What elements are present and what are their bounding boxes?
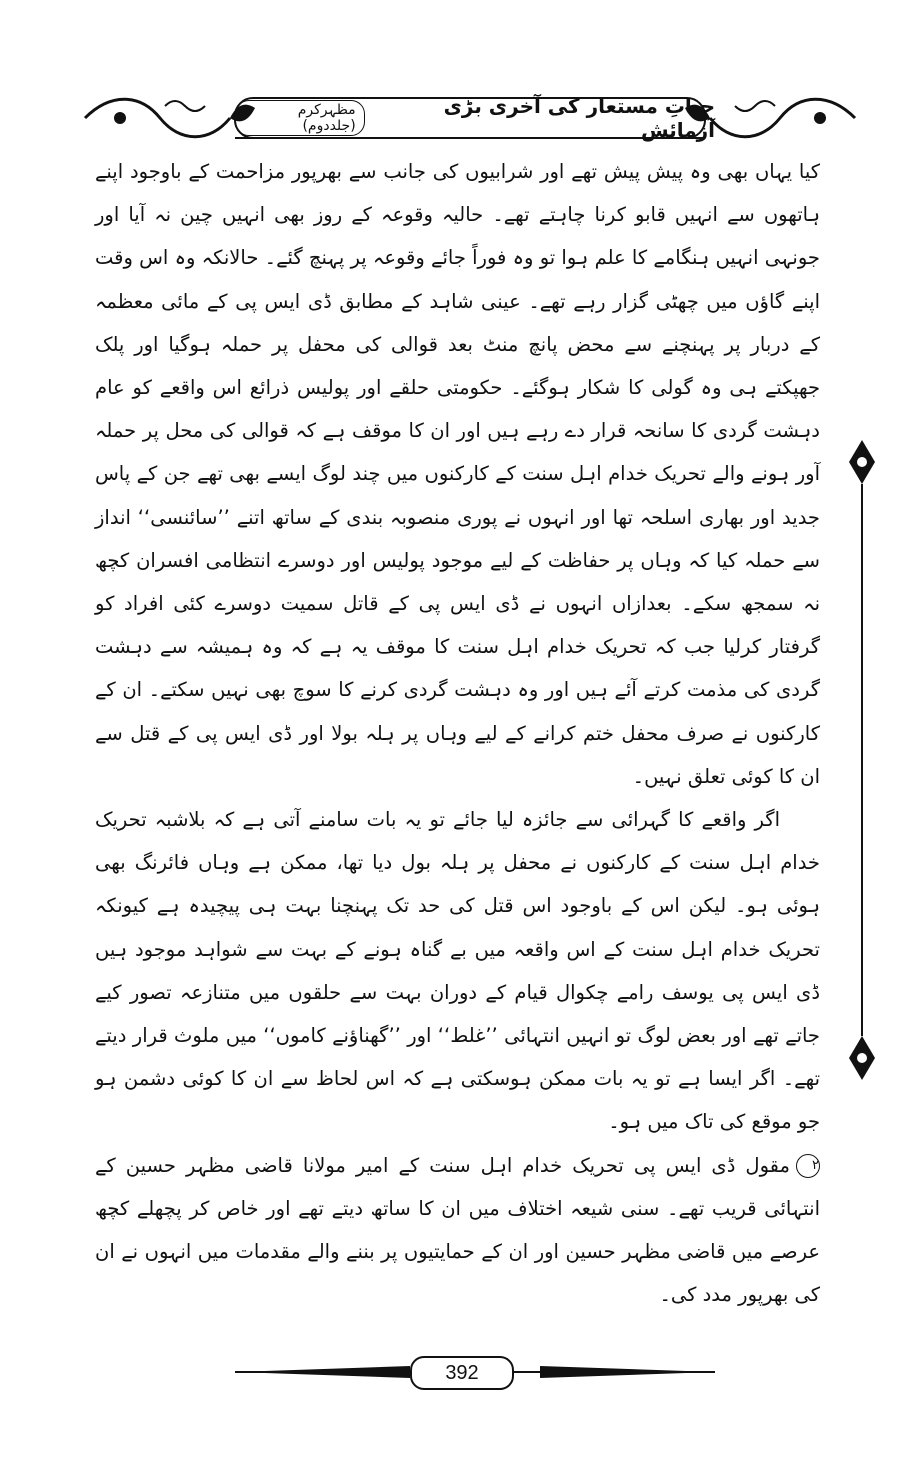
body-text	[95, 150, 820, 1316]
running-header	[235, 94, 715, 142]
numbered-paragraph	[95, 1144, 820, 1317]
volume-label: مظہرکرم (جلددوم)	[235, 100, 365, 136]
paragraph: اگر واقعے کا گہرائی سے جائزہ لیا جائے تو یہ بات سامنے آتی ہے کہ بلاشبہ تحریک خدام اہل سنت کے کارکنوں نے محفل پر ہلہ بول دیا تھا، ممکن ہے وہاں فائرنگ بھی ہوئی ہو۔ لیکن اس کے باوجود اس قتل کی حد تک پہنچنا بہت ہی پیچیدہ ہے کیونکہ تحریک خدام اہل سنت کے اس واقعہ میں بے گناہ ہونے کے بہت سے شواہد موجود ہیں ڈی ایس پی یوسف رامے چکوال قیام کے دوران بہت سے حلقوں میں متنازعہ تصور کیے جاتے تھے اور بعض لوگ تو انہیں انتہائی ’’غلط‘‘ اور ’’گھناؤنے کاموں‘‘ میں ملوث قرار دیتے تھے۔ اگر ایسا ہے تو یہ بات ممکن ہوسکتی ہے کہ اس لحاظ سے ان کا کوئی دشمن ہو جو موقع کی تاک میں ہو۔	[95, 808, 820, 1134]
book-title: حیاتِ مستعار کی آخری بڑی آزمائش	[443, 94, 715, 142]
list-marker: ۲	[796, 1154, 820, 1178]
page-number: 392	[410, 1356, 514, 1390]
paragraph: کیا یہاں بھی وہ پیش پیش تھے اور شرابیوں کی جانب سے بھرپور مزاحمت کے باوجود اپنے ہاتھوں سے انہیں قابو کرنا چاہتے تھے۔ حالیہ وقوعہ کے روز بھی انہیں چین نہ آیا اور جونہی انہیں ہنگامے کا علم ہوا تو وہ فوراً جائے وقوعہ پر پہنچ گئے۔ حالانکہ وہ اس وقت اپنے گاؤں میں چھٹی گزار رہے تھے۔ عینی شاہد کے مطابق ڈی ایس پی کے مائی معظمہ کے دربار پر پہنچنے سے محض پانچ منٹ بعد قوالی کی محفل پر حملہ ہوگیا اور پلک جھپکتے ہی وہ گولی کا شکار ہوگئے۔ حکومتی حلقے اور پولیس ذرائع اس واقعے کو عام دہشت گردی کا سانحہ قرار دے رہے ہیں اور ان کا موقف ہے کہ قوالی کی محل پر حملہ آور ہونے والے تحریک خدام اہل سنت کے کارکنوں میں چند لوگ ایسے بھی تھے جن کے پاس جدید اور بھاری اسلحہ تھا اور انہوں نے پوری منصوبہ بندی کے ساتھ اتنے ’’سائنسی‘‘ انداز سے حملہ کیا کہ وہاں پر حفاظت کے لیے موجود پولیس اور دوسرے انتظامی افسران کچھ نہ سمجھ سکے۔ بعدازاں انہوں نے ڈی ایس پی کے قاتل سمیت دوسرے کئی افراد کو گرفتار کرلیا جب کہ تحریک خدام اہل سنت کا موقف یہ ہے کہ وہ ہمیشہ سے دہشت گردی کی مذمت کرتے آئے ہیں اور وہ دہشت گردی کرنے کا سوچ بھی نہیں سکتے۔ ان کے کارکنوں نے صرف محفل ختم کرانے کے لیے وہاں پر ہلہ بولا اور ڈی ایس پی کے قتل سے ان کا کوئی تعلق نہیں۔	[95, 160, 820, 788]
margin-ornament	[845, 440, 879, 1080]
paragraph-text: مقول ڈی ایس پی تحریک خدام اہل سنت کے امیر مولانا قاضی مظہر حسین کے انتہائی قریب تھے۔ سنی شیعہ اختلاف میں ان کا ساتھ دیتے تھے اور خاص کر پچھلے کچھ عرصے میں قاضی مظہر حسین اور ان کے حمایتیوں پر بننے والے مقدمات میں انہوں نے ان کی بھرپور مدد کی۔	[95, 1153, 820, 1307]
